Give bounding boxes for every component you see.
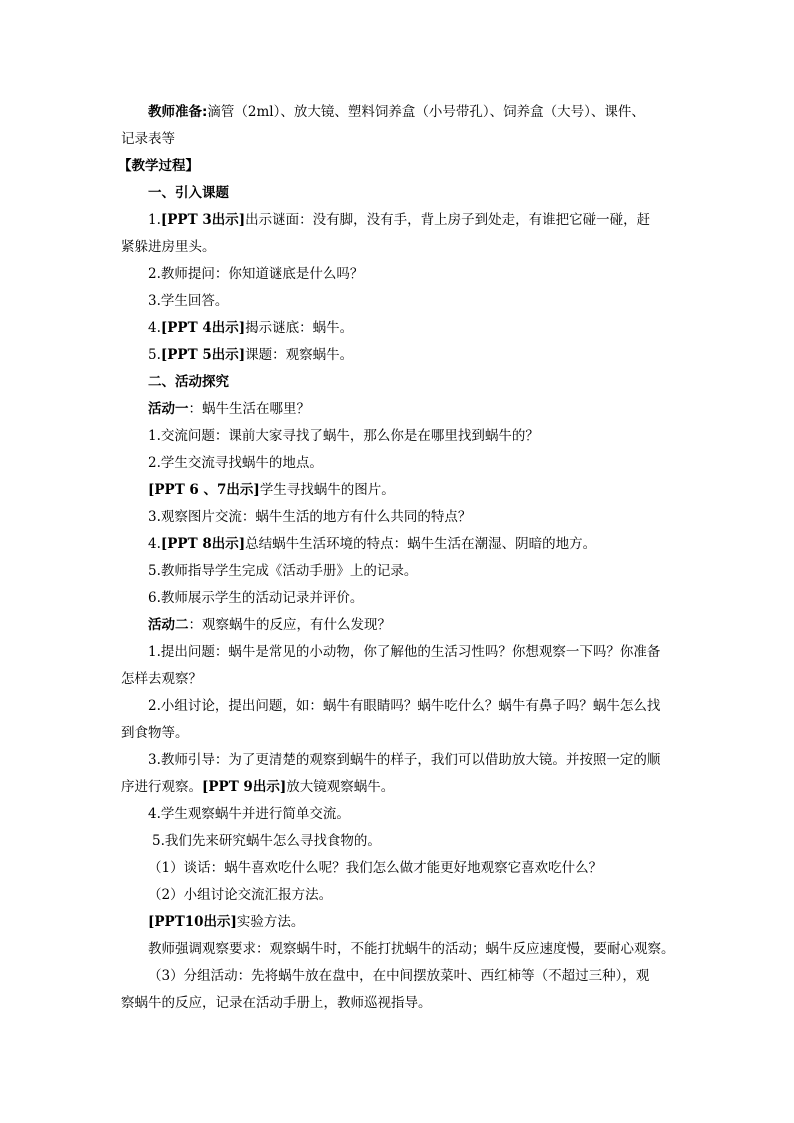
section1-item-5: 5.[PPT 5出示]课题：观察蜗牛。 (148, 347, 354, 363)
activity2-item-2-cont: 到食物等。 (121, 725, 189, 741)
activity1-ppt-6-7: [PPT 6 、7出示]学生寻找蜗牛的图片。 (148, 482, 395, 498)
activity2-sub-3: （3）分组活动：先将蜗牛放在盘中，在中间摆放菜叶、西红柿等（不超过三种），观 (148, 968, 650, 984)
activity1-label: 活动一 (148, 401, 189, 417)
ppt-tag: [PPT 3出示] (160, 212, 246, 228)
activity2-sub-2: （2）小组讨论交流汇报方法。 (148, 887, 333, 903)
activity2-label: 活动二 (148, 617, 189, 633)
activity2-title: 活动二：观察蜗牛的反应，有什么发现？ (148, 617, 391, 633)
activity2-item-5: 5.我们先来研究蜗牛怎么寻找食物的。 (152, 833, 381, 849)
ppt-tag: [PPT 8出示] (160, 536, 246, 552)
activity1-title: 活动一：蜗牛生活在哪里？ (148, 401, 310, 417)
ppt-tag: [PPT10出示] (148, 914, 237, 930)
activity2-item-1: 1.提出问题：蜗牛是常见的小动物，你了解他的生活习性吗？你想观察一下吗？你准备 (148, 644, 661, 660)
activity1-item-1: 1.交流问题：课前大家寻找了蜗牛，那么你是在哪里找到蜗牛的？ (148, 428, 539, 444)
ppt-tag: [PPT 6 、7出示] (148, 482, 260, 498)
activity1-item-2: 2.学生交流寻找蜗牛的地点。 (148, 455, 323, 471)
activity1-item-3: 3.观察图片交流：蜗牛生活的地方有什么共同的特点？ (148, 509, 472, 525)
activity2-item-3-cont: 序进行观察。[PPT 9出示]放大镜观察蜗牛。 (121, 779, 395, 795)
activity1-item-5: 5.教师指导学生完成《活动手册》上的记录。 (148, 563, 418, 579)
activity1-item-6: 6.教师展示学生的活动记录并评价。 (148, 590, 364, 606)
activity2-item-1-cont: 怎样去观察？ (121, 671, 202, 687)
activity2-ppt-10: [PPT10出示]实验方法。 (148, 914, 305, 930)
activity2-item-3: 3.教师引导：为了更清楚的观察到蜗牛的样子，我们可以借助放大镜。并按照一定的顺 (148, 752, 661, 768)
activity1-item-4: 4.[PPT 8出示]总结蜗牛生活环境的特点：蜗牛生活在潮湿、阴暗的地方。 (148, 536, 597, 552)
section1-item-1-cont: 紧躲进房里头。 (121, 239, 216, 255)
ppt-tag: [PPT 4出示] (160, 320, 246, 336)
section1-item-2: 2.教师提问：你知道谜底是什么吗？ (148, 266, 364, 282)
section1-item-4: 4.[PPT 4出示]揭示谜底：蜗牛。 (148, 320, 354, 336)
activity2-item-2: 2.小组讨论，提出问题，如：蜗牛有眼睛吗？蜗牛吃什么？蜗牛有鼻子吗？蜗牛怎么找 (148, 698, 661, 714)
process-heading: 【教学过程】 (118, 158, 199, 174)
section1-heading: 一、引入课题 (148, 185, 229, 201)
activity2-emphasis: 教师强调观察要求：观察蜗牛时，不能打扰蜗牛的活动；蜗牛反应速度慢，要耐心观察。 (148, 941, 675, 957)
ppt-tag: [PPT 9出示] (202, 779, 287, 795)
section1-item-3: 3.学生回答。 (148, 293, 229, 309)
prep-line-2: 记录表等 (121, 131, 175, 147)
activity2-sub-3-cont: 察蜗牛的反应，记录在活动手册上，教师巡视指导。 (121, 995, 432, 1011)
section2-heading: 二、活动探究 (148, 374, 229, 390)
activity2-sub-1: （1）谈话：蜗牛喜欢吃什么呢？我们怎么做才能更好地观察它喜欢吃什么？ (148, 860, 603, 876)
activity2-item-4: 4.学生观察蜗牛并进行简单交流。 (148, 806, 350, 822)
prep-text: 滴管（2ml）、放大镜、塑料饲养盒（小号带孔）、饲养盒（大号）、课件、 (207, 104, 645, 120)
section1-item-1: 1.[PPT 3出示]出示谜面：没有脚，没有手，背上房子到处走，有谁把它碰一碰，赶 (148, 212, 651, 228)
ppt-tag: [PPT 5出示] (160, 347, 246, 363)
prep-label: 教师准备: (148, 104, 208, 120)
prep-line-1 (148, 102, 645, 122)
